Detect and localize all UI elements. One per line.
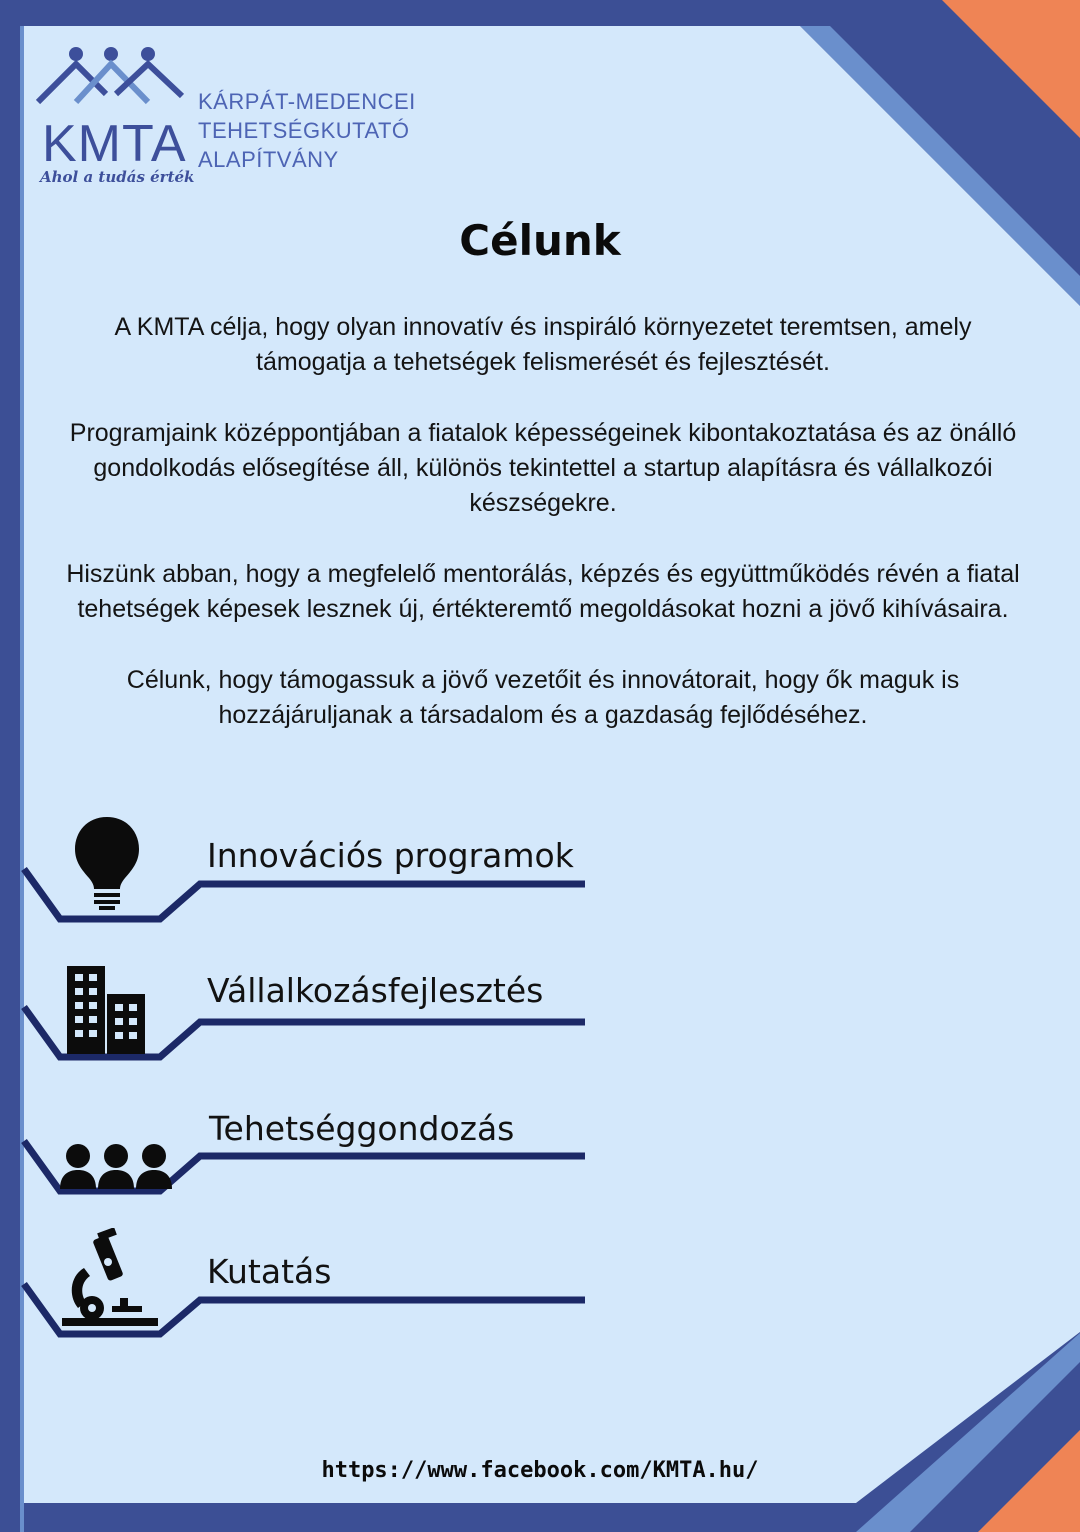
kmta-logo [36,44,436,194]
people-icon [60,1143,172,1189]
mission-text [60,310,1026,769]
paragraph: Célunk, hogy támogassuk a jövő vezetőit és innovátorait, hogy ők maguk is hozzájáruljanak a társadalom és a gazdaság fejlődéséhez. [126,666,960,729]
logo-org-line: TEHETSÉGKUTATÓ [198,118,410,143]
paragraph: A KMTA célja, hogy olyan innovatív és inspiráló környezetet teremtsen, amely támogatja a tehetségek felismerését és fejlesztését. [114,313,972,376]
feature-entrepreneurship-label: Vállalkozásfejlesztés [207,971,544,1010]
paragraph: Hiszünk abban, hogy a megfelelő mentorálás, képzés és együttműködés révén a fiatal tehetségek képesek lesznek új, értékteremtő megoldásokat hozni a jövő kihívásaira. [66,560,1020,623]
microscope-icon [62,1228,158,1328]
feature-research-label: Kutatás [207,1252,332,1291]
paragraph: Programjaink középpontjában a fiatalok képességeinek kibontakoztatása és az önálló gondolkodás elősegítése áll, különös tekintettel a startup alapításra és vállalkozói készségekre. [69,419,1017,517]
feature-innovation-label: Innovációs programok [207,836,574,875]
page-title: Célunk [459,216,621,265]
buildings-icon [67,966,147,1054]
logo-org-line: ALAPÍTVÁNY [198,147,339,172]
logo-tagline: Ahol a tudás érték [40,168,195,186]
lightbulb-icon [72,815,142,911]
logo-organization-name [198,87,416,174]
logo-org-line: KÁRPÁT-MEDENCEI [198,89,416,114]
logo-abbreviation: KMTA [42,115,187,173]
facebook-link[interactable]: https://www.facebook.com/KMTA.hu/ [321,1458,759,1483]
people-logo-icon [36,44,186,114]
feature-talent-care-label: Tehetséggondozás [209,1109,515,1148]
